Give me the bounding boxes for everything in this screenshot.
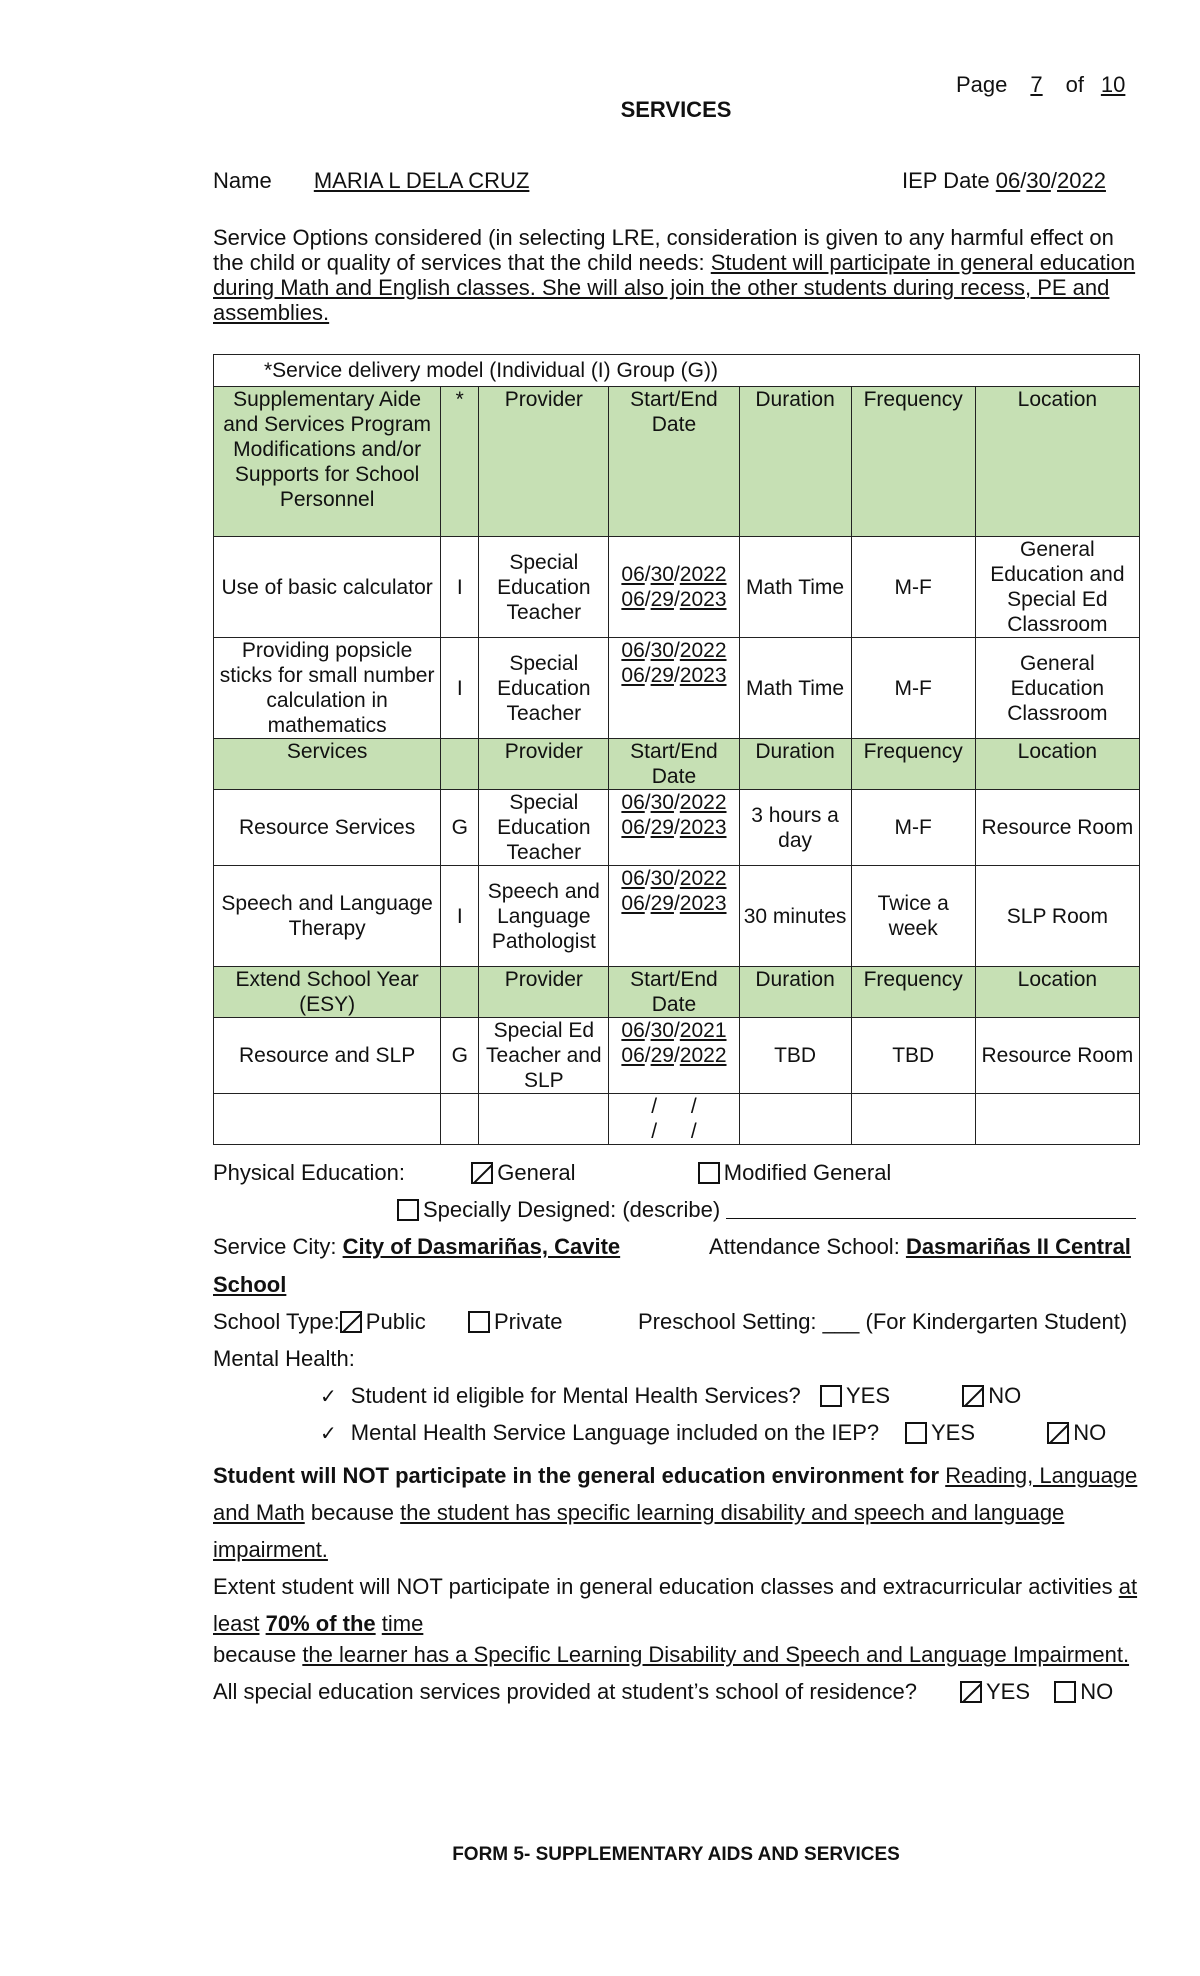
checkmark-icon: ✓: [320, 1423, 337, 1445]
school-type-private-checkbox[interactable]: [468, 1311, 490, 1333]
mental-health-question-1: ✓ Student id eligible for Mental Health Services?: [320, 1383, 801, 1408]
date-cell: 06/30/2022 06/29/2023: [609, 638, 739, 739]
date-cell: 06/30/2021 06/29/2022: [609, 1018, 739, 1094]
table-row: Resource and SLP G Special Ed Teacher and SLP 06/30/2021 06/29/2022 TBD TBD Resource Room: [214, 1018, 1140, 1094]
header-row-services: Services Provider Start/End Date Duration Frequency Location: [214, 739, 1140, 790]
service-city-row: Service City: City of Dasmariñas, Cavite: [213, 1234, 621, 1259]
extent-statement: Extent student will NOT participate in general education classes and extracurricular activities at least 70% of the time: [213, 1574, 1138, 1636]
residence-yes-checkbox[interactable]: [960, 1681, 982, 1703]
service-city: City of Dasmariñas, Cavite: [342, 1234, 621, 1259]
extent-reason: because the learner has a Specific Learning Disability and Speech and Language Impairment.: [213, 1642, 1130, 1667]
non-participation-statement: Student will NOT participate in the general education environment for Reading, Language and Math because the student has specific learning disability and speech and language impairment.: [213, 1463, 1138, 1562]
mh-language-no-checkbox[interactable]: [1047, 1422, 1069, 1444]
pe-general-checkbox[interactable]: [471, 1162, 493, 1184]
services-table: [213, 354, 1140, 1145]
form-footer: FORM 5- SUPPLEMENTARY AIDS AND SERVICES: [452, 1844, 900, 1865]
header-row-supplementary: Supplementary Aide and Services Program Modifications and/or Supports for School Personnel * Provider Start/End Date Duration Frequency Location: [214, 387, 1140, 537]
student-name-row: Name MARIA L DELA CRUZ: [213, 168, 565, 194]
table-row: Providing popsicle sticks for small number calculation in mathematics I Special Education Teacher 06/30/2022 06/29/2023 Math Time M-F General Education Classroom: [214, 638, 1140, 739]
residence-question: All special education services provided at student’s school of residence?: [213, 1679, 917, 1704]
header-row-esy: Extend School Year (ESY) Provider Start/End Date Duration Frequency Location: [214, 967, 1140, 1018]
physical-education-row: Physical Education: General Modified General: [213, 1160, 892, 1185]
pe-specially-designed-checkbox[interactable]: [397, 1199, 419, 1221]
student-name: MARIA L DELA CRUZ: [313, 168, 530, 193]
date-cell: 06/30/2022 06/29/2023: [609, 790, 739, 866]
table-row: Use of basic calculator I Special Education Teacher 06/30/2022 06/29/2023 Math Time M-F General Education and Special Ed Classroom: [214, 537, 1140, 638]
empty-date-cell: / / / /: [609, 1094, 739, 1145]
mental-health-question-2: ✓ Mental Health Service Language included on the IEP?: [320, 1420, 880, 1445]
service-options-paragraph: Service Options considered (in selecting LRE, consideration is given to any harmful effect on the child or quality of services that the child needs: Student will participate in general education during Math and English classes. She will also join the other students during recess, PE and assemblies.: [213, 225, 1136, 325]
iep-date-row: IEP Date 06/30/2022: [902, 168, 1106, 193]
attendance-school: Dasmariñas II Central: [905, 1234, 1131, 1259]
school-type-public-checkbox[interactable]: [340, 1311, 362, 1333]
date-cell: 06/30/2022 06/29/2023: [609, 537, 739, 638]
attendance-school-row: Attendance School: Dasmariñas II Central: [709, 1234, 1131, 1259]
table-row: Resource Services G Special Education Teacher 06/30/2022 06/29/2023 3 hours a day M-F Resource Room: [214, 790, 1140, 866]
specially-designed-blank[interactable]: [726, 1218, 1136, 1219]
page-title: SERVICES: [620, 97, 732, 122]
school-type-row: School Type: Public Private: [213, 1309, 563, 1334]
pe-modified-checkbox[interactable]: [698, 1162, 720, 1184]
residence-no-checkbox[interactable]: [1054, 1681, 1076, 1703]
pe-specially-designed-row: Specially Designed: (describe): [397, 1197, 1136, 1223]
mh-language-yes-checkbox[interactable]: [905, 1422, 927, 1444]
mental-health-label: Mental Health:: [213, 1346, 355, 1371]
date-cell: 06/30/2022 06/29/2023: [609, 866, 739, 967]
checkmark-icon: ✓: [320, 1386, 337, 1408]
mh-eligible-no-checkbox[interactable]: [962, 1385, 984, 1407]
delivery-model-note: *Service delivery model (Individual (I) Group (G)): [214, 355, 1140, 387]
preschool-setting-row: Preschool Setting: ___ (For Kindergarten Student): [638, 1309, 1128, 1334]
mh-eligible-yes-checkbox[interactable]: [820, 1385, 842, 1407]
empty-row: [214, 1094, 1140, 1145]
table-row: Speech and Language Therapy I Speech and Language Pathologist 06/30/2022 06/29/2023 30 minutes Twice a week SLP Room: [214, 866, 1140, 967]
page-number: Page 7 of 10: [956, 72, 1126, 97]
